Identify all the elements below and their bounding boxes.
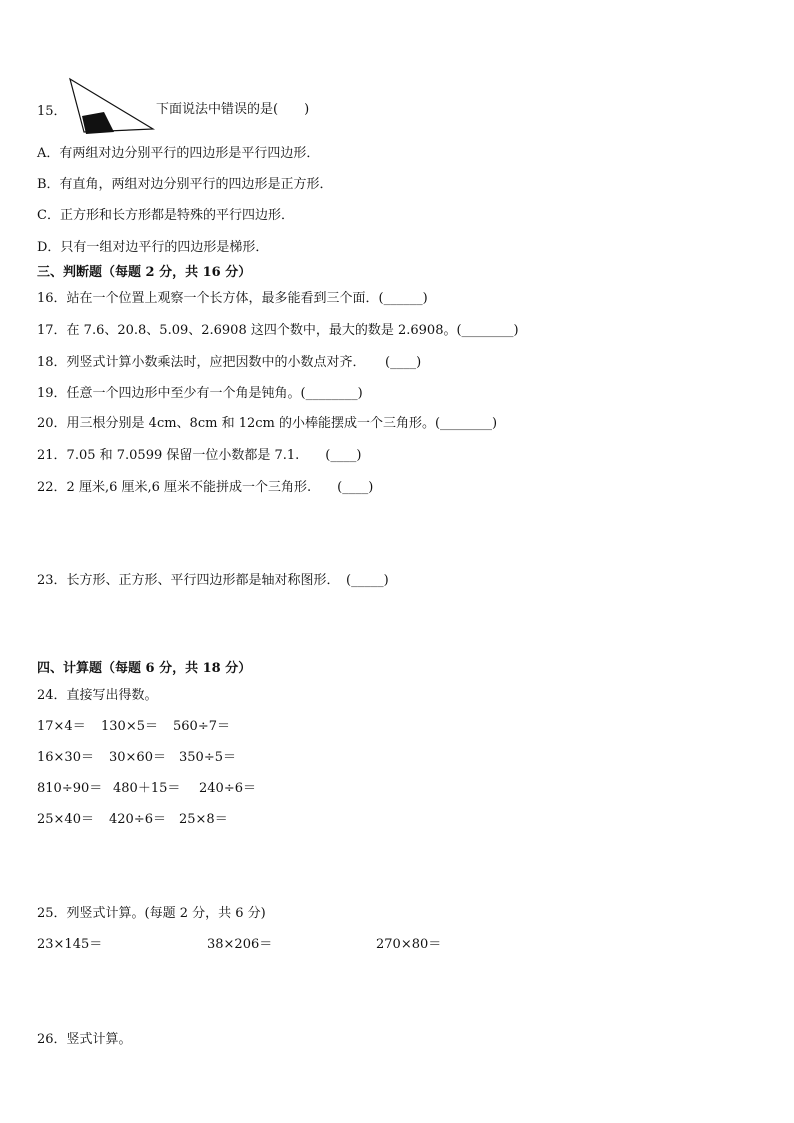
question-15-stem: 下面说法中错误的是( ) <box>156 102 310 117</box>
calc-item: 270×80＝ <box>376 937 442 952</box>
calc-item: 17×4＝ <box>37 719 86 734</box>
question-17: 17．在 7.6、20.8、5.09、2.6908 这四个数中，最大的数是 2.6908。(________) <box>37 323 519 338</box>
calc-item: 480＋15＝ <box>113 781 181 796</box>
question-15-number: 15． <box>37 104 67 119</box>
section-4-heading: 四、计算题（每题 6 分，共 18 分） <box>37 661 252 676</box>
question-20: 20．用三根分别是 4cm、8cm 和 12cm 的小棒能摆成一个三角形。(________) <box>37 416 498 431</box>
calc-item: 30×60＝ <box>109 750 166 765</box>
section-3-heading: 三、判断题（每题 2 分，共 16 分） <box>37 265 252 280</box>
calc-item: 810÷90＝ <box>37 781 103 796</box>
calc-item: 16×30＝ <box>37 750 94 765</box>
question-23: 23．长方形、正方形、平行四边形都是轴对称图形． (_____) <box>37 573 389 588</box>
question-18: 18．列竖式计算小数乘法时，应把因数中的小数点对齐． (____) <box>37 355 422 370</box>
calc-item: 25×40＝ <box>37 812 94 827</box>
question-16: 16．站在一个位置上观察一个长方体，最多能看到三个面．(______) <box>37 291 428 306</box>
question-26-stem: 26．竖式计算。 <box>37 1032 132 1047</box>
question-19: 19．任意一个四边形中至少有一个角是钝角。(________) <box>37 386 363 401</box>
option-a: A．有两组对边分别平行的四边形是平行四边形． <box>37 146 320 161</box>
question-24-stem: 24．直接写出得数。 <box>37 688 158 703</box>
question-22: 22．2 厘米,6 厘米,6 厘米不能拼成一个三角形. (____) <box>37 480 374 495</box>
question-21: 21．7.05 和 7.0599 保留一位小数都是 7.1. (____) <box>37 448 362 463</box>
calc-item: 240÷6＝ <box>199 781 256 796</box>
triangle-figure-icon <box>64 74 156 136</box>
option-d: D．只有一组对边平行的四边形是梯形． <box>37 240 269 255</box>
triangle-figure <box>64 74 156 140</box>
question-25-stem: 25．列竖式计算。(每题 2 分，共 6 分) <box>37 906 266 921</box>
calc-item: 420÷6＝ <box>109 812 166 827</box>
option-c: C．正方形和长方形都是特殊的平行四边形． <box>37 208 294 223</box>
option-b: B．有直角，两组对边分别平行的四边形是正方形． <box>37 177 333 192</box>
calc-item: 130×5＝ <box>101 719 158 734</box>
calc-item: 25×8＝ <box>179 812 228 827</box>
calc-item: 38×206＝ <box>207 937 273 952</box>
calc-item: 350÷5＝ <box>179 750 236 765</box>
calc-item: 23×145＝ <box>37 937 103 952</box>
calc-item: 560÷7＝ <box>173 719 230 734</box>
